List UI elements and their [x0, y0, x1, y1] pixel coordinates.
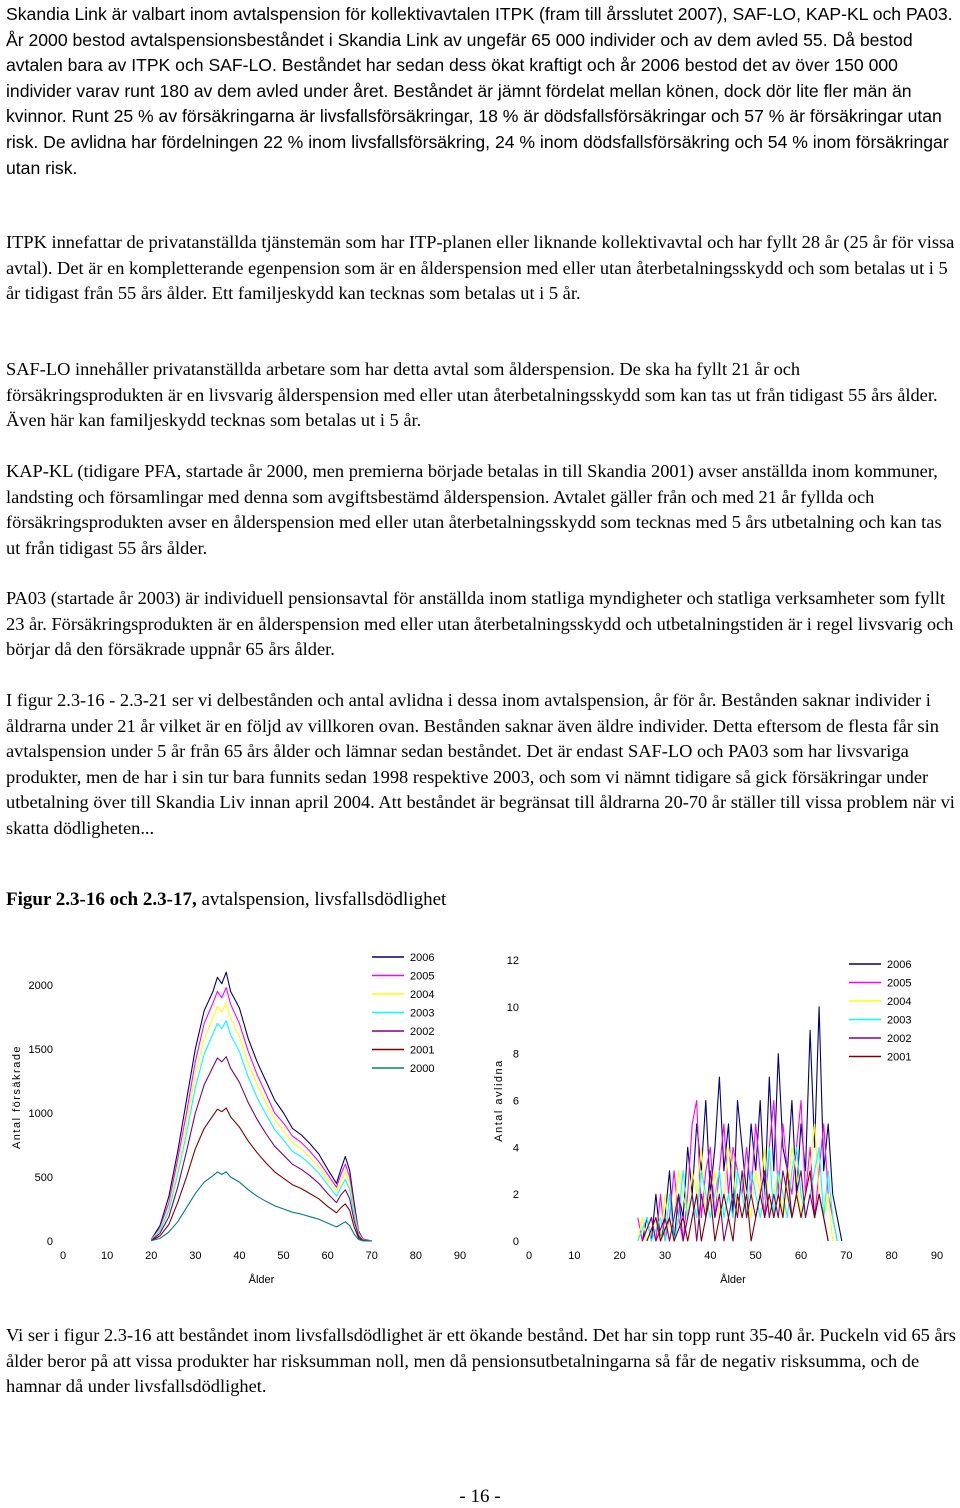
- paragraph-figures-intro: I figur 2.3-16 - 2.3-21 ser vi delbestånden och antal avlidna i dessa inom avtalspension, år för år. Bestånden saknar individer i åldrarna under 21 år vilket är en följd av villkoren ovan. Bestånden saknar även äldre individer. Detta eftersom de flesta får sin avtalspension under 5 år från 65 års ålder och lämnar sedan beståndet. Det är endast SAF-LO och PA03 som har livsvariga produkter, men de har i sin tur bara funnits sedan 1998 respektive 2003, och som vi nämnt tidigare så gick försäkringar under utbetalning över till Skandia Liv innan april 2004. Att beståndet är begränsat till åldrarna 20-70 år ställer till vissa problem när vi skatta dödligheten...: [6, 690, 955, 838]
- legend-label: 2003: [410, 1007, 435, 1020]
- legend-label: 2005: [410, 970, 435, 983]
- y-axis-title: Antal försäkrade: [11, 1044, 23, 1150]
- x-tick-label: 90: [930, 1250, 944, 1262]
- x-tick-label: 0: [59, 1250, 67, 1262]
- y-axis-title: Antal avlidna: [493, 1059, 505, 1142]
- x-tick-label: 10: [100, 1250, 114, 1262]
- x-tick-label: 70: [365, 1250, 378, 1262]
- legend-label: 2006: [887, 959, 912, 971]
- x-tick-label: 80: [885, 1250, 898, 1262]
- y-tick-label: 1000: [28, 1108, 53, 1120]
- x-axis-title: Ålder: [720, 1274, 746, 1286]
- x-tick-label: 0: [525, 1250, 533, 1262]
- legend-label: 2004: [887, 996, 912, 1008]
- x-tick-label: 30: [189, 1250, 202, 1262]
- y-tick-label: 8: [512, 1048, 519, 1061]
- y-tick-label: 0: [512, 1236, 519, 1248]
- series-line-2003: [151, 1021, 372, 1241]
- y-tick-label: 1500: [28, 1044, 53, 1056]
- y-tick-label: 12: [506, 955, 519, 967]
- paragraph-pa03: PA03 (startade år 2003) är individuell pensionsavtal för anställda inom statliga myndigheter och statliga verksamheter som fyllt 23 år. Försäkringsprodukten är en ålderspension med eller utan återbetalningsskydd och utbetalningstiden är i regel livsvarig och börjar då den försäkrade uppnår 65 års ålder.: [6, 588, 954, 660]
- chart-deaths-svg: [482, 935, 960, 1315]
- x-tick-label: 50: [749, 1250, 762, 1262]
- y-tick-label: 500: [34, 1172, 53, 1184]
- legend-label: 2003: [887, 1014, 912, 1027]
- chart-livsfall-deaths: [482, 935, 960, 1315]
- x-tick-label: 20: [145, 1250, 158, 1262]
- x-tick-label: 60: [321, 1250, 334, 1262]
- figure-caption-text: avtalspension, livsfallsdödlighet: [196, 889, 447, 910]
- paragraph-conclusion: Vi ser i figur 2.3-16 att beståndet inom livsfallsdödlighet är ett ökande bestånd. Det har sin topp runt 35-40 år. Puckeln vid 65 års ålder beror på att vissa produkter har risksumman noll, men då pensionsutbetalningarna så får de negativ risksumma, och de hamnar då under livsfallsdödlighet.: [6, 1325, 956, 1397]
- chart-livsfall-insured: [0, 935, 478, 1315]
- y-tick-label: 6: [512, 1095, 519, 1108]
- legend-label: 2000: [410, 1063, 435, 1075]
- page-number: - 16 -: [459, 1486, 501, 1507]
- x-tick-label: 40: [233, 1250, 246, 1262]
- legend-label: 2001: [887, 1051, 912, 1064]
- legend-label: 2002: [887, 1033, 912, 1045]
- x-tick-label: 60: [794, 1250, 808, 1262]
- x-tick-label: 70: [840, 1250, 853, 1262]
- y-tick-label: 4: [512, 1142, 519, 1155]
- figure-caption-number: Figur 2.3-16 och 2.3-17,: [6, 889, 197, 910]
- x-tick-label: 10: [568, 1250, 581, 1262]
- chart-insured-svg: [0, 935, 478, 1315]
- x-axis-title: Ålder: [248, 1274, 275, 1286]
- legend-label: 2002: [410, 1026, 435, 1038]
- x-tick-label: 80: [409, 1250, 423, 1262]
- series-line-2001: [151, 1108, 372, 1241]
- paragraph-kap-kl: KAP-KL (tidigare PFA, startade år 2000, men premierna började betalas in till Skandia 2001) avser anställda inom kommuner, landsting och församlingar med denna som avgiftsbestämd ålderspension. Avtalet gäller från och med 21 år fyllda och försäkringsprodukten avser en ålderspension med eller utan återbetalningsskydd som tecknas med 5 års utbetalning och kan tas ut från tidigast 55 års ålder.: [6, 461, 942, 558]
- paragraph-saf-lo: SAF-LO innehåller privatanställda arbetare som har detta avtal som ålderspension. De ska ha fyllt 21 år och försäkringsprodukten är en livsvarig ålderspension med eller utan återbetalningsskydd som kan tas ut från tidigast 55 års ålder. Även här kan familjeskydd tecknas som betalas ut i 5 år.: [6, 359, 938, 431]
- x-tick-label: 50: [277, 1250, 290, 1262]
- y-tick-label: 2: [512, 1189, 519, 1202]
- y-tick-label: 10: [506, 1001, 519, 1014]
- x-tick-label: 20: [613, 1250, 626, 1262]
- legend-label: 2004: [410, 989, 435, 1001]
- y-tick-label: 2000: [28, 980, 53, 992]
- paragraph-intro: Skandia Link är valbart inom avtalspension för kollektivavtalen ITPK (fram till årsslutet 2007), SAF-LO, KAP-KL och PA03. År 2000 bestod avtalspensionsbeståndet i Skandia Link av ungefär 65 000 individer och av dem avled 55. Då bestod avtalen bara av ITPK och SAF-LO. Beståndet har sedan dess ökat kraftigt och år 2006 bestod det av över 150 000 individer varav runt 180 av dem avled under året. Beståndet är jämnt fördelat mellan könen, dock dör lite fler män än kvinnor. Runt 25 % av försäkringarna är livsfallsförsäkringar, 18 % är dödsfallsförsäkringar och 57 % är försäkringar utan risk. De avlidna har fördelningen 22 % inom livsfallsförsäkring, 24 % inom dödsfallsförsäkring och 54 % inom försäkringar utan risk.: [6, 4, 953, 178]
- legend-label: 2001: [410, 1044, 435, 1057]
- x-tick-label: 30: [658, 1250, 672, 1262]
- legend-label: 2005: [887, 977, 912, 990]
- series-line-2001: [647, 1171, 828, 1241]
- y-tick-label: 0: [46, 1236, 53, 1248]
- paragraph-itpk: ITPK innefattar de privatanställda tjänstemän som har ITP-planen eller liknande kollektivavtal och har fyllt 28 år (25 år för vissa avtal). Det är en kompletterande egenpension som är en ålderspension med eller utan återbetalningsskydd och som betalas ut i 5 år tidigast från 55 års ålder. Ett familjeskydd kan tecknas som betalas ut i 5 år.: [6, 232, 955, 304]
- x-tick-label: 90: [453, 1250, 467, 1262]
- legend-label: 2006: [410, 952, 435, 964]
- figure-caption: [6, 889, 446, 911]
- x-tick-label: 40: [704, 1250, 717, 1262]
